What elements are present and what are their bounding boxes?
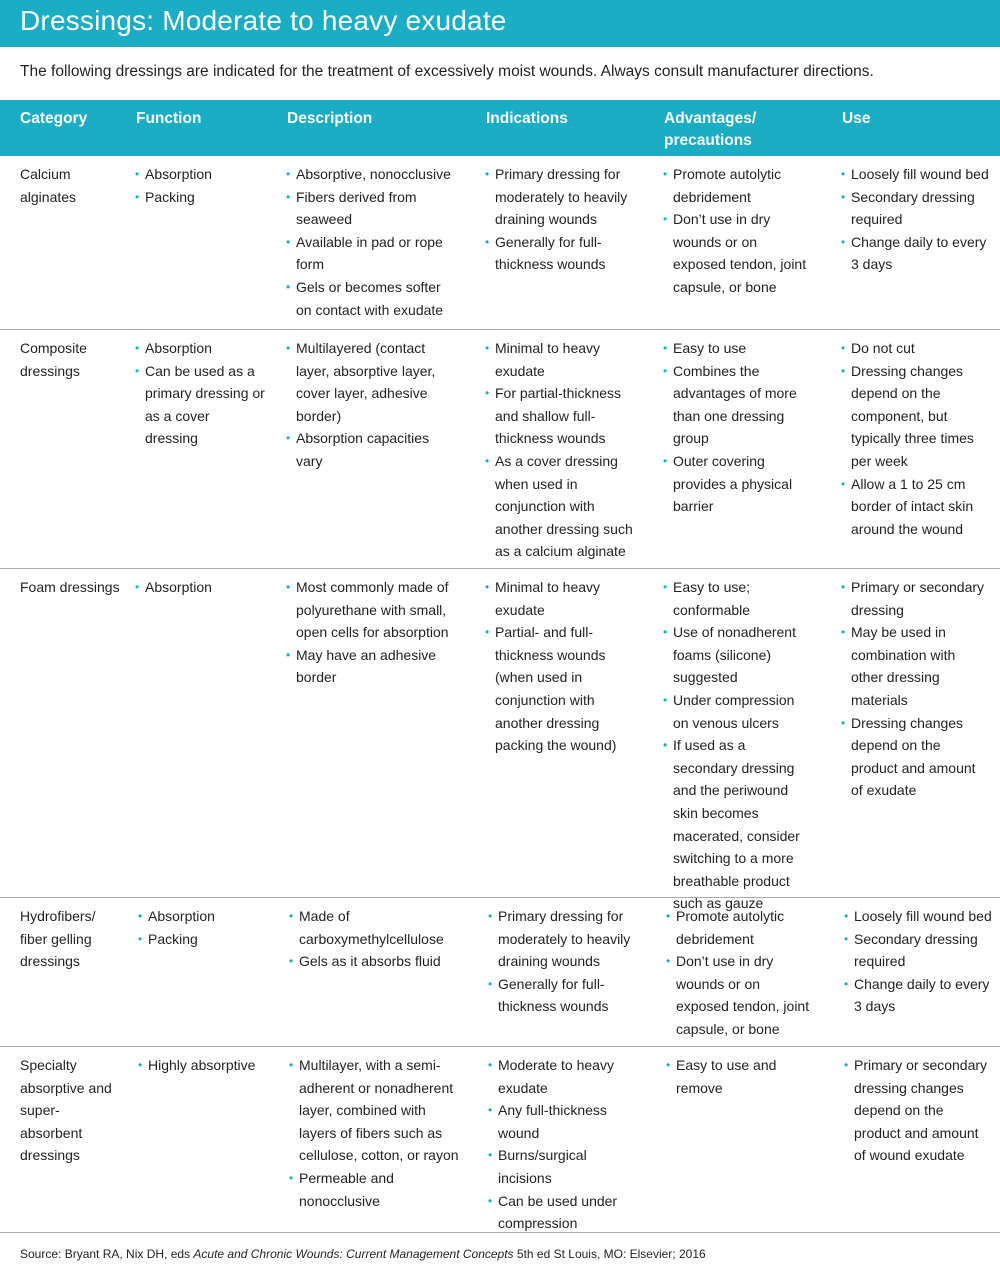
list-item: • Multilayered (contact layer, absorptive layer, cover layer, adhesive border) bbox=[286, 337, 456, 427]
list-item: • Easy to use; conformable bbox=[663, 576, 813, 621]
cell-advantages bbox=[666, 1054, 816, 1099]
use-list bbox=[844, 1054, 994, 1167]
table-row bbox=[0, 330, 1000, 569]
source-citation bbox=[20, 1247, 706, 1261]
list-item: • Primary or secondary dressing changes depend on the product and amount of wound exudate bbox=[844, 1054, 994, 1167]
list-item: • Outer covering provides a physical barrier bbox=[663, 450, 813, 518]
list-item: • Change daily to every 3 days bbox=[841, 231, 991, 276]
list-item: • Moderate to heavy exudate bbox=[488, 1054, 638, 1099]
list-item: • Highly absorptive bbox=[138, 1054, 268, 1077]
cell-use bbox=[844, 1054, 994, 1167]
use-list bbox=[841, 576, 991, 802]
cell-description bbox=[289, 1054, 459, 1212]
list-item: • Made of carboxymethylcellulose bbox=[289, 905, 459, 950]
function-list bbox=[138, 905, 268, 950]
table-row bbox=[0, 569, 1000, 912]
cell-category: Hydrofibers/ fiber gelling dressings bbox=[20, 908, 96, 970]
table-row bbox=[0, 156, 1000, 330]
list-item: • For partial-thickness and shallow full-thickness wounds bbox=[485, 382, 635, 450]
cell-advantages bbox=[663, 337, 813, 518]
function-list bbox=[138, 1054, 268, 1077]
list-item: • Available in pad or rope form bbox=[286, 231, 456, 276]
list-item: • Minimal to heavy exudate bbox=[485, 576, 635, 621]
table-row bbox=[0, 898, 1000, 1047]
list-item: • Primary dressing for moderately to heavily draining wounds bbox=[488, 905, 638, 973]
cell-indications bbox=[485, 337, 635, 563]
cell-function bbox=[135, 576, 265, 599]
list-item: • Don’t use in dry wounds or on exposed tendon, joint capsule, or bone bbox=[666, 950, 816, 1040]
cell-function bbox=[138, 905, 268, 950]
list-item: • Loosely fill wound bed bbox=[844, 905, 994, 928]
cell-use bbox=[844, 905, 994, 1018]
source-book-title: Acute and Chronic Wounds: Current Management Concepts bbox=[193, 1247, 514, 1261]
list-item: • Fibers derived from seaweed bbox=[286, 186, 456, 231]
list-item: • Don’t use in dry wounds or on exposed tendon, joint capsule, or bone bbox=[663, 208, 813, 298]
list-item: • If used as a secondary dressing and the periwound skin becomes macerated, consider switching to a more breathable product such as gauze bbox=[663, 734, 813, 915]
header-description: Description bbox=[287, 110, 373, 127]
cell-indications bbox=[485, 163, 635, 276]
cell-function bbox=[138, 1054, 268, 1077]
cell-category: Composite dressings bbox=[20, 340, 87, 379]
use-list bbox=[841, 337, 991, 540]
cell-use bbox=[841, 163, 991, 276]
cell-use bbox=[841, 337, 991, 540]
source-suffix: 5th ed St Louis, MO: Elsevier; 2016 bbox=[513, 1247, 706, 1261]
list-item: • Easy to use and remove bbox=[666, 1054, 816, 1099]
cell-category: Foam dressings bbox=[20, 579, 120, 595]
list-item: • May have an adhesive border bbox=[286, 644, 456, 689]
header-function: Function bbox=[136, 110, 202, 127]
description-list bbox=[289, 1054, 459, 1212]
list-item: • Under compression on venous ulcers bbox=[663, 689, 813, 734]
list-item: • Generally for full-thickness wounds bbox=[488, 973, 638, 1018]
description-list bbox=[286, 163, 456, 321]
cell-advantages bbox=[663, 163, 813, 299]
list-item: • Packing bbox=[138, 928, 268, 951]
description-list bbox=[286, 576, 456, 689]
indications-list bbox=[488, 1054, 638, 1235]
use-list bbox=[844, 905, 994, 1018]
cell-indications bbox=[485, 576, 635, 757]
list-item: • Absorption bbox=[135, 337, 265, 360]
list-item: • Can be used under compression bbox=[488, 1190, 638, 1235]
description-list bbox=[289, 905, 459, 973]
list-item: • May be used in combination with other dressing materials bbox=[841, 621, 991, 711]
list-item: • Absorption capacities vary bbox=[286, 427, 456, 472]
title-bar bbox=[0, 0, 1000, 47]
list-item: • Primary dressing for moderately to heavily draining wounds bbox=[485, 163, 635, 231]
indications-list bbox=[488, 905, 638, 1018]
header-use: Use bbox=[842, 110, 871, 127]
indications-list bbox=[485, 576, 635, 757]
table-header bbox=[0, 100, 1000, 156]
list-item: • Gels or becomes softer on contact with exudate bbox=[286, 276, 456, 321]
cell-description bbox=[289, 905, 459, 973]
list-item: • Primary or secondary dressing bbox=[841, 576, 991, 621]
list-item: • Gels as it absorbs fluid bbox=[289, 950, 459, 973]
list-item: • Absorption bbox=[135, 576, 265, 599]
cell-function bbox=[135, 163, 265, 208]
list-item: • Use of nonadherent foams (silicone) suggested bbox=[663, 621, 813, 689]
cell-advantages bbox=[663, 576, 813, 915]
cell-description bbox=[286, 576, 456, 689]
list-item: • Promote autolytic debridement bbox=[666, 905, 816, 950]
cell-use bbox=[841, 576, 991, 802]
list-item: • Do not cut bbox=[841, 337, 991, 360]
list-item: • Multilayer, with a semi-adherent or nonadherent layer, combined with layers of fibers such as cellulose, cotton, or rayon bbox=[289, 1054, 459, 1167]
function-list bbox=[135, 576, 265, 599]
list-item: • Minimal to heavy exudate bbox=[485, 337, 635, 382]
cell-function bbox=[135, 337, 265, 450]
list-item: • Promote autolytic debridement bbox=[663, 163, 813, 208]
description-list bbox=[286, 337, 456, 473]
list-item: • Allow a 1 to 25 cm border of intact skin around the wound bbox=[841, 473, 991, 541]
list-item: • Combines the advantages of more than one dressing group bbox=[663, 360, 813, 450]
indications-list bbox=[485, 337, 635, 563]
list-item: • As a cover dressing when used in conjunction with another dressing such as a calcium alginate bbox=[485, 450, 635, 563]
function-list bbox=[135, 337, 265, 450]
advantages-list bbox=[663, 163, 813, 299]
intro-text: The following dressings are indicated for the treatment of excessively moist wounds. Always consult manufacturer directions. bbox=[20, 63, 874, 80]
table-row bbox=[0, 1047, 1000, 1233]
cell-description bbox=[286, 163, 456, 321]
header-indications: Indications bbox=[486, 110, 568, 127]
cell-indications bbox=[488, 1054, 638, 1235]
header-advantages: Advantages/ precautions bbox=[664, 110, 757, 149]
header-category: Category bbox=[20, 110, 88, 127]
advantages-list bbox=[666, 905, 816, 1041]
use-list bbox=[841, 163, 991, 276]
list-item: • Secondary dressing required bbox=[844, 928, 994, 973]
list-item: • Absorption bbox=[138, 905, 268, 928]
list-item: • Permeable and nonocclusive bbox=[289, 1167, 459, 1212]
list-item: • Dressing changes depend on the product and amount of exudate bbox=[841, 712, 991, 802]
advantages-list bbox=[666, 1054, 816, 1099]
list-item: • Any full-thickness wound bbox=[488, 1099, 638, 1144]
list-item: • Generally for full-thickness wounds bbox=[485, 231, 635, 276]
list-item: • Burns/surgical incisions bbox=[488, 1144, 638, 1189]
page-title: Dressings: Moderate to heavy exudate bbox=[20, 5, 507, 36]
function-list bbox=[135, 163, 265, 208]
source-prefix: Source: Bryant RA, Nix DH, eds bbox=[20, 1247, 194, 1261]
advantages-list bbox=[663, 337, 813, 518]
cell-description bbox=[286, 337, 456, 473]
list-item: • Dressing changes depend on the component, but typically three times per week bbox=[841, 360, 991, 473]
list-item: • Loosely fill wound bed bbox=[841, 163, 991, 186]
cell-category: Calcium alginates bbox=[20, 166, 77, 205]
list-item: • Partial- and full-thickness wounds (when used in conjunction with another dressing packing the wound) bbox=[485, 621, 635, 757]
advantages-list bbox=[663, 576, 813, 915]
list-item: • Change daily to every 3 days bbox=[844, 973, 994, 1018]
list-item: • Absorption bbox=[135, 163, 265, 186]
list-item: • Can be used as a primary dressing or as a cover dressing bbox=[135, 360, 265, 450]
cell-advantages bbox=[666, 905, 816, 1041]
list-item: • Most commonly made of polyurethane with small, open cells for absorption bbox=[286, 576, 456, 644]
indications-list bbox=[485, 163, 635, 276]
list-item: • Secondary dressing required bbox=[841, 186, 991, 231]
cell-indications bbox=[488, 905, 638, 1018]
cell-category: Specialty absorptive and super-absorbent dressings bbox=[20, 1057, 112, 1164]
list-item: • Easy to use bbox=[663, 337, 813, 360]
list-item: • Absorptive, nonocclusive bbox=[286, 163, 456, 186]
list-item: • Packing bbox=[135, 186, 265, 209]
